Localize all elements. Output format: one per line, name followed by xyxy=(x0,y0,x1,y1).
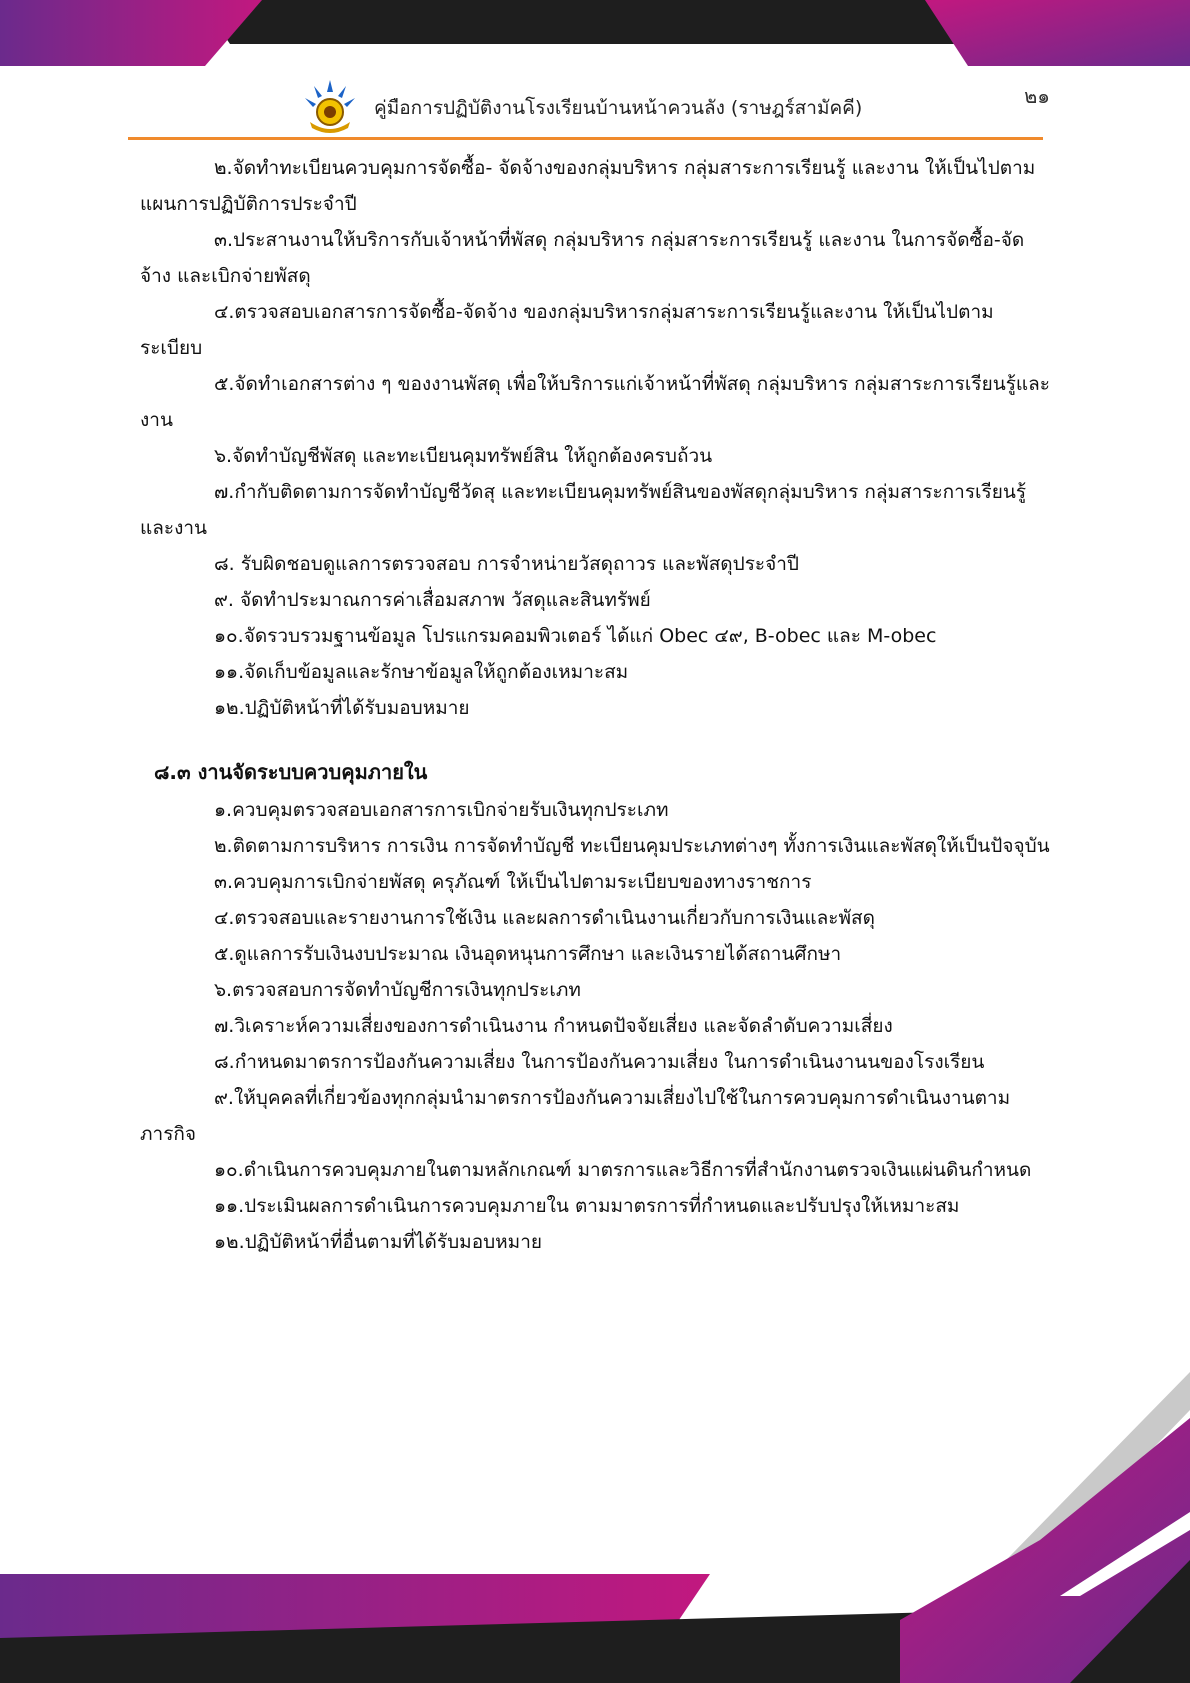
top-left-accent xyxy=(0,0,262,66)
list-item: ๒.จัดทำทะเบียนควบคุมการจัดซื้อ- จัดจ้างของกลุ่มบริหาร กลุ่มสาระการเรียนรู้ และงาน ให้เป็นไปตามแผนการปฏิบัติการประจำปี xyxy=(140,157,1036,215)
page-number: ๒๑ xyxy=(1024,84,1050,108)
document-title: คู่มือการปฏิบัติงานโรงเรียนบ้านหน้าควนลัง (ราษฎร์สามัคคี) xyxy=(374,97,863,119)
section-heading: ๘.๓ งานจัดระบบควบคุมภายใน xyxy=(154,760,428,784)
list-item: ๑๐.จัดรวบรวมฐานข้อมูล โปรแกรมคอมพิวเตอร์ ได้แก่ Obec ๔๙, B-obec และ M-obec xyxy=(214,625,937,647)
list-item: ๔.ตรวจสอบและรายงานการใช้เงิน และผลการดำเนินงานเกี่ยวกับการเงินและพัสดุ xyxy=(214,907,875,929)
list-item: ๓.ควบคุมการเบิกจ่ายพัสดุ ครุภัณฑ์ ให้เป็นไปตามระเบียบของทางราชการ xyxy=(214,871,812,893)
list-item: ๑.ควบคุมตรวจสอบเอกสารการเบิกจ่ายรับเงินทุกประเภท xyxy=(214,799,669,821)
list-item: ๙.ให้บุคคลที่เกี่ยวข้องทุกกลุ่มนำมาตรการป้องกันความเสี่ยงไปใช้ในการควบคุมการดำเนินงานตามภารกิจ xyxy=(140,1087,1011,1145)
list-item: ๕.จัดทำเอกสารต่าง ๆ ของงานพัสดุ เพื่อให้บริการแก่เจ้าหน้าที่พัสดุ กลุ่มบริหาร กลุ่มสาระการเรียนรู้และงาน xyxy=(140,373,1050,431)
top-dark-band xyxy=(200,0,990,44)
list-item: ๘.กำหนดมาตรการป้องกันความเสี่ยง ในการป้องกันความเสี่ยง ในการดำเนินงานนของโรงเรียน xyxy=(214,1051,985,1073)
list-item: ๑๒.ปฏิบัติหน้าที่ได้รับมอบหมาย xyxy=(214,697,470,719)
list-item: ๑๑.ประเมินผลการดำเนินการควบคุมภายใน ตามมาตรการที่กำหนดและปรับปรุงให้เหมาะสม xyxy=(214,1195,960,1217)
header-divider xyxy=(128,137,1043,140)
top-right-accent xyxy=(925,0,1190,66)
list-item: ๓.ประสานงานให้บริการกับเจ้าหน้าที่พัสดุ กลุ่มบริหาร กลุ่มสาระการเรียนรู้ และงาน ในการจัดซื้อ-จัดจ้าง และเบิกจ่ายพัสดุ xyxy=(140,229,1025,287)
list-item: ๑๒.ปฏิบัติหน้าที่อื่นตามที่ได้รับมอบหมาย xyxy=(214,1231,543,1253)
list-item: ๙. จัดทำประมาณการค่าเสื่อมสภาพ วัสดุและสินทรัพย์ xyxy=(214,589,651,611)
list-item: ๘. รับผิดชอบดูแลการตรวจสอบ การจำหน่ายวัสดุถาวร และพัสดุประจำปี xyxy=(214,553,799,575)
list-item: ๑๑.จัดเก็บข้อมูลและรักษาข้อมูลให้ถูกต้องเหมาะสม xyxy=(214,661,629,683)
list-item: ๗.วิเคราะห์ความเสี่ยงของการดำเนินงาน กำหนดปัจจัยเสี่ยง และจัดลำดับความเสี่ยง xyxy=(214,1015,893,1037)
list-item: ๔.ตรวจสอบเอกสารการจัดซื้อ-จัดจ้าง ของกลุ่มบริหารกลุ่มสาระการเรียนรู้และงาน ให้เป็นไปตามระเบียบ xyxy=(140,301,994,359)
list-item: ๒.ติดตามการบริหาร การเงิน การจัดทำบัญชี ทะเบียนคุมประเภทต่างๆ ทั้งการเงินและพัสดุให้เป็นปัจจุบัน xyxy=(214,835,1050,857)
list-item: ๕.ดูแลการรับเงินงบประมาณ เงินอุดหนุนการศึกษา และเงินรายได้สถานศึกษา xyxy=(214,943,842,965)
list-item: ๗.กำกับติดตามการจัดทำบัญชีวัดสุ และทะเบียนคุมทรัพย์สินของพัสดุกลุ่มบริหาร กลุ่มสาระการเรียนรู้ และงาน xyxy=(140,481,1027,539)
list-item: ๑๐.ดำเนินการควบคุมภายในตามหลักเกณฑ์ มาตรการและวิธีการที่สำนักงานตรวจเงินแผ่นดินกำหนด xyxy=(214,1159,1032,1181)
document-header xyxy=(300,78,862,138)
list-item: ๖.จัดทำบัญชีพัสดุ และทะเบียนคุมทรัพย์สิน ให้ถูกต้องครบถ้วน xyxy=(214,445,713,467)
school-emblem-icon xyxy=(300,78,360,138)
list-item: ๖.ตรวจสอบการจัดทำบัญชีการเงินทุกประเภท xyxy=(214,979,581,1001)
document-body xyxy=(140,150,1050,1260)
